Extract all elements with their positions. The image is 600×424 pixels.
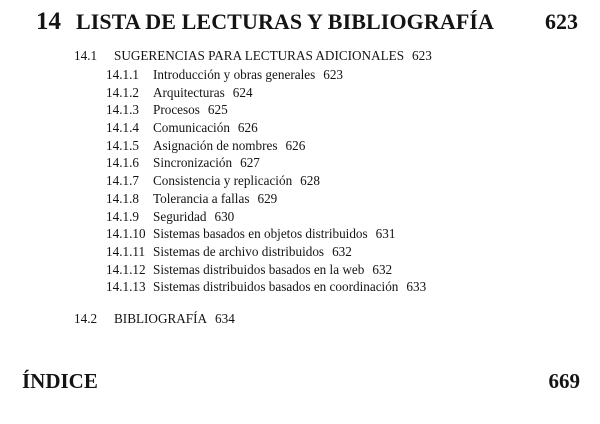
subsection-number: 14.1.6 xyxy=(106,155,139,171)
toc-subsection xyxy=(106,138,426,156)
toc-subsection xyxy=(106,67,426,85)
subsection-page: 632 xyxy=(372,261,393,277)
chapter-heading xyxy=(36,8,578,38)
subsection-page: 625 xyxy=(207,102,228,118)
subsection-page: 623 xyxy=(323,67,343,82)
subsection-number: 14.1.5 xyxy=(106,137,139,153)
section-page: 634 xyxy=(215,311,235,326)
subsection-page: 627 xyxy=(240,155,260,171)
subsection-number: 14.1.10 xyxy=(106,226,146,242)
toc-subsection xyxy=(106,85,426,103)
subsection-page: 628 xyxy=(300,173,320,189)
subsection-title: Sistemas de archivo distribuidos xyxy=(153,243,325,259)
subsection-page: 632 xyxy=(332,243,352,259)
index-title: ÍNDICE xyxy=(22,369,98,393)
subsection-page: 631 xyxy=(375,226,396,242)
toc-section-14-2 xyxy=(74,311,235,329)
subsection-title: Sistemas distribuidos basados en la web xyxy=(153,261,365,277)
index-heading xyxy=(22,369,580,397)
subsection-number: 14.1.3 xyxy=(106,102,139,118)
subsection-number: 14.1.4 xyxy=(106,120,139,136)
section-title: SUGERENCIAS PARA LECTURAS ADICIONALES xyxy=(114,48,405,63)
toc-subsection xyxy=(106,209,426,227)
subsection-number: 14.1.8 xyxy=(106,190,139,206)
subsection-number: 14.1.13 xyxy=(106,279,146,295)
toc-subsection xyxy=(106,120,426,138)
subsection-number: 14.1.1 xyxy=(106,67,139,82)
subsection-number: 14.1.12 xyxy=(106,261,146,277)
index-page: 669 xyxy=(548,369,580,393)
subsection-title: Introducción y obras generales xyxy=(153,67,316,82)
subsection-title: Arquitecturas xyxy=(153,84,225,100)
toc-subsection xyxy=(106,244,426,262)
subsection-page: 629 xyxy=(257,190,278,206)
section-number: 14.1 xyxy=(74,48,98,63)
subsection-page: 630 xyxy=(214,208,235,224)
toc-subsection xyxy=(106,191,426,209)
subsection-page: 626 xyxy=(237,120,258,136)
toc-subsection xyxy=(106,173,426,191)
toc-subsection xyxy=(106,155,426,173)
subsection-title: Sincronización xyxy=(153,155,233,171)
subsection-number: 14.1.7 xyxy=(106,173,139,189)
toc-subsection xyxy=(106,279,426,297)
subsection-number: 14.1.2 xyxy=(106,84,139,100)
section-page: 623 xyxy=(412,48,432,63)
subsection-list xyxy=(106,67,426,297)
toc-subsection xyxy=(106,102,426,120)
subsection-title: Tolerancia a fallas xyxy=(153,190,250,206)
chapter-number: 14 xyxy=(36,8,61,35)
chapter-page: 623 xyxy=(545,9,578,34)
subsection-title: Sistemas basados en objetos distribuidos xyxy=(153,226,368,242)
toc-section-14-1 xyxy=(74,48,432,66)
section-number: 14.2 xyxy=(74,311,98,326)
subsection-title: Seguridad xyxy=(153,208,207,224)
chapter-title: LISTA DE LECTURAS Y BIBLIOGRAFÍA xyxy=(76,9,495,34)
subsection-number: 14.1.9 xyxy=(106,208,139,224)
subsection-title: Procesos xyxy=(153,102,200,118)
toc-subsection xyxy=(106,262,426,280)
subsection-title: Sistemas distribuidos basados en coordinación xyxy=(153,279,399,295)
subsection-number: 14.1.11 xyxy=(106,243,146,259)
subsection-title: Comunicación xyxy=(153,120,230,136)
subsection-title: Consistencia y replicación xyxy=(153,173,293,189)
subsection-page: 633 xyxy=(406,279,427,295)
section-title: BIBLIOGRAFÍA xyxy=(114,311,208,326)
subsection-page: 624 xyxy=(232,84,253,100)
toc-subsection xyxy=(106,226,426,244)
subsection-page: 626 xyxy=(285,137,306,153)
subsection-title: Asignación de nombres xyxy=(153,137,278,153)
